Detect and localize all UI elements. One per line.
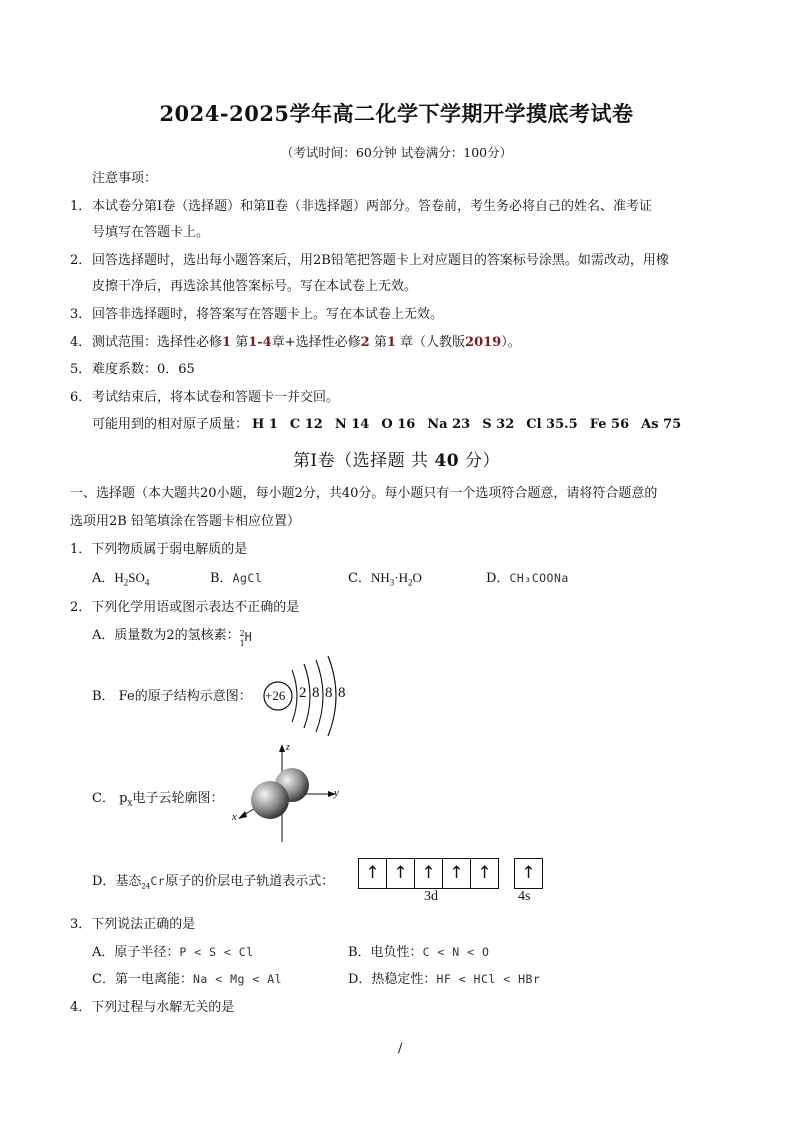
q1-a-sub2: 4 [144,577,150,588]
note-4-p3: 1-4 [248,335,272,350]
note-2-line1: 回答选择题时，选出每小题答案后，用2B铅笔把答题卡上对应题目的答案标号涂黑。如需改动，用橡 [92,253,669,268]
orbital-3d-box: ↑ [359,859,387,889]
q1-a-label: A． [92,571,115,586]
note-4-p6: 第 [373,335,387,350]
note-1-line1: 本试卷分第Ⅰ卷（选择题）和第Ⅱ卷（非选择题）两部分。答卷前，考生务必将自己的姓名、准考证 [92,199,652,214]
exam-subtitle: （考试时间：60分钟 试卷满分：100分） [280,145,513,160]
q1-c-main: NH [370,570,390,585]
section-1-title [0,446,793,471]
q4-stem: 4．下列过程与水解无关的是 [70,1000,235,1015]
exam-title: 2024-2025学年高二化学下学期开学摸底考试卷 [159,101,634,126]
q2-a-sup: 2 [239,628,245,638]
q1-option-c [348,569,422,592]
section-1-instr-line2: 选项用2B 铅笔填涂在答题卡相应位置） [70,514,300,529]
atomic-mass-h: H 1 [252,417,278,432]
q3-option-a [92,943,254,962]
shell-arc-1 [292,670,297,722]
note-4-line [92,334,521,352]
q1-a-main: H [114,570,124,585]
orbital-4s-box: ↑ [515,859,543,889]
q3-stem: 3．下列说法正确的是 [70,917,196,932]
note-4-p2: 第 [235,335,249,350]
q3-option-c [92,970,282,989]
q1-b-text: AgCl [232,571,263,585]
q2-d-prefix: D．基态 [92,874,142,889]
note-3-num: 3． [70,307,92,322]
note-4-p5: 2 [360,335,370,350]
note-5-num: 5． [70,362,92,377]
q1-a-sub1: 2 [123,577,129,588]
q3-c-label: C．第一电离能： [92,972,193,987]
atomic-mass-n: N 14 [334,417,370,432]
fe-shell-3: 8 [325,685,333,701]
x-axis-arrow [238,811,247,819]
q1-d-label: D． [486,571,510,586]
q2-a-text: A．质量数为2的氢核素： [92,628,240,643]
q1-option-d [486,569,569,588]
q1-c-label: C． [348,571,371,586]
q3-a-expr: P < S < Cl [179,945,254,959]
q3-d-expr: HF < HCl < HBr [436,972,541,986]
note-4-p10: ）。 [501,335,521,350]
q3-option-b [348,943,489,962]
q2-d-sub: 24 [141,882,151,891]
note-6-line1: 考试结束后，将本试卷和答题卡一并交回。 [92,390,340,405]
section-1-instr-line1: 一、选择题（本大题共20小题，每小题2分，共40分。每小题只有一个选项符合题意，请将符合题意的 [70,486,658,501]
fe-shell-1: 2 [299,685,307,701]
atomic-mass-line [92,416,681,434]
note-4-prefix: 测试范围：选择性必修 [92,335,223,350]
q2-c-sub: x [127,798,133,809]
label-4s: 4s [518,889,531,904]
orbital-3d-box: ↑ [471,859,499,889]
atomic-mass-as: As 75 [641,417,682,432]
q1-stem: 1．下列物质属于弱电解质的是 [70,542,248,557]
q1-c-sub2: 2 [407,577,413,588]
q2-a-sym: H [244,629,253,644]
q2-option-d [92,872,334,896]
atomic-mass-label: 可能用到的相对原子质量： [92,417,249,432]
axis-z-label: z [286,742,290,753]
q2-option-c [92,790,224,813]
q1-c-end: O [412,570,422,585]
cr-4s-orbital-box [514,858,543,889]
fe-nucleus-label: +26 [265,688,286,703]
q2-stem: 2．下列化学用语或图示表达不正确的是 [70,600,300,615]
atomic-mass-c: C 12 [289,417,323,432]
q1-option-a [92,569,149,592]
q2-d-suffix: 原子的价层电子轨道表示式： [165,874,335,889]
note-2-line2: 皮擦干净后，再选涂其他答案标号。写在本试卷上无效。 [92,279,418,294]
note-4-p4: 章+选择性必修 [271,335,361,350]
q1-c-formula [370,570,422,588]
p-orbital-diagram [226,742,346,846]
note-4-num: 4． [70,335,92,350]
q1-d-text: CH₃COONa [509,571,569,585]
fe-shell-2: 8 [312,685,320,701]
q2-a-sub: 1 [239,638,245,648]
orbital-3d-box: ↑ [387,859,415,889]
axis-x-label: x [232,811,237,823]
q1-a-mid: SO [128,570,145,585]
orbital-3d-box: ↑ [443,859,471,889]
q2-c-text: C． p [92,791,128,806]
q1-c-sub: 3 [389,577,395,588]
atomic-mass-o: O 16 [381,417,416,432]
q2-option-b-text: B． Fe的原子结构示意图： [92,689,252,704]
q1-a-formula [114,570,150,588]
note-4-p9: 2019 [465,335,502,350]
section-1-title-prefix: 第Ⅰ卷（选择题 共 [292,451,429,471]
note-1-num: 1． [70,199,92,214]
orbital-3d-box: ↑ [415,859,443,889]
label-3d: 3d [424,889,438,904]
q2-d-sym: Cr [150,874,166,888]
section-1-title-suffix: 分） [465,451,501,471]
atomic-mass-fe: Fe 56 [589,417,630,432]
fe-shell-4: 8 [338,685,346,701]
q3-d-label: D．热稳定性： [348,972,437,987]
note-4-p1: 1 [222,335,232,350]
q3-a-label: A．原子半径： [92,945,180,960]
note-2-num: 2． [70,253,92,268]
note-4-p8: 章（人教版 [400,335,466,350]
page-footer-mark: / [398,1041,403,1056]
note-1-line2: 号填写在答题卡上。 [92,225,210,240]
p-lobe-front [251,781,289,819]
atomic-mass-na: Na 23 [427,417,471,432]
q3-option-d [348,970,540,989]
q3-c-expr: Na < Mg < Al [192,972,283,986]
z-axis-arrow [279,744,285,752]
q3-b-expr: C < N < O [422,945,490,959]
q1-c-rest: ·H [394,570,408,585]
q1-b-label: B． [210,571,233,586]
q2-a-nuclide [239,628,254,648]
note-4-p7: 1 [386,335,396,350]
note-3-line1: 回答非选择题时，将答案写在答题卡上。写在本试卷上无效。 [92,307,444,322]
q1-option-b [210,569,262,588]
q2-c-rest: 电子云轮廓图： [132,791,224,806]
cr-3d-orbital-boxes [358,858,499,889]
note-5-line1: 难度系数：0．65 [92,362,195,377]
atomic-mass-s: S 32 [482,417,515,432]
q3-b-label: B．电负性： [348,945,423,960]
section-1-title-num: 40 [434,451,460,471]
note-6-num: 6． [70,390,92,405]
q2-option-a [92,627,254,648]
notes-heading: 注意事项： [92,171,158,186]
axis-y-label: y [334,787,339,799]
atomic-mass-cl: Cl 35.5 [526,417,578,432]
